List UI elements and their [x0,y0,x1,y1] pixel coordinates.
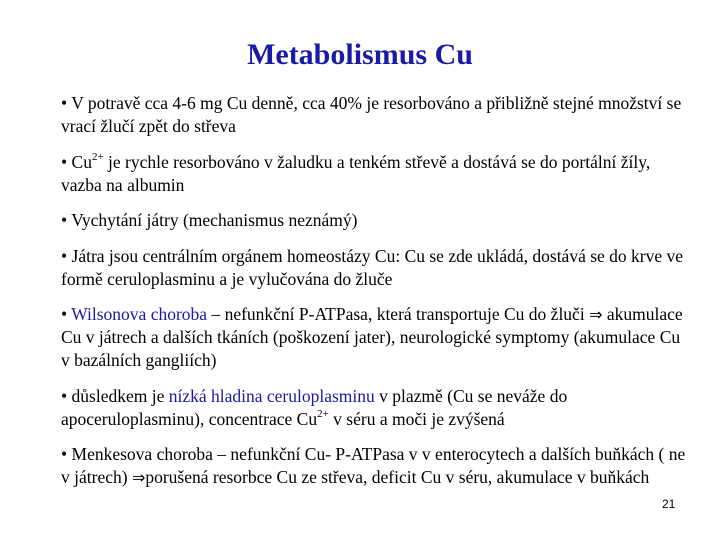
bullet-marker: • [61,93,68,113]
implies-arrow-icon: ⇒ [131,468,146,487]
bullet-menkes-disease [61,443,691,489]
bullet-marker: • [61,245,68,266]
implies-arrow-icon: ⇒ [589,305,603,324]
bullet-text: Játra jsou centrálním orgánem homeostázy Cu: Cu se zde ukládá, dostává se do krve ve formě ceruloplasminu a je vylučována do žluče [61,245,684,289]
highlight-wilson-disease: Wilsonova choroba [71,304,208,324]
page-number: 21 [662,497,676,511]
bullet-wilson-disease [61,303,691,372]
superscript-charge: 2+ [317,407,329,420]
bullet-text: v séru a moči je zvýšená [328,408,505,429]
bullet-text: důsledkem je [71,385,169,406]
bullet-text: – nefunkční P-ATPasa, která transportuje Cu do žluči [207,304,590,324]
bullet-liver-homeostasis [61,245,691,291]
bullet-text: porušená resorbce Cu ze střeva, deficit Cu v séru, akumulace v buňkách [145,467,650,487]
bullet-ceruloplasmin [61,385,691,431]
bullet-text: akumulace Cu v játrech a dalších tkáních (poškození jater), neurologické symptomy (akumulace Cu v bazálních gangliích) [61,304,683,370]
bullet-text: Vychytání játry (mechanismus neznámý) [71,210,358,230]
bullet-marker: • [61,304,68,324]
highlight-low-ceruloplasmin: nízká hladina ceruloplasminu [168,385,375,406]
bullet-marker: • [61,444,68,464]
bullet-list [61,92,691,502]
bullet-marker: • [61,210,68,230]
bullet-text: je rychle resorbováno v žaludku a tenkém střevě a dostává se do portální žíly, vazba na albumin [61,151,651,195]
bullet-marker: • [61,151,68,172]
bullet-text: Menkesova choroba – nefunkční Cu- P-ATPasa v v enterocytech a dalších buňkách ( ne v játrech) [61,444,686,487]
bullet-text: V potravě cca 4-6 mg Cu denně, cca 40% je resorbováno a přibližně stejné množství se vrací žlučí zpět do střeva [61,93,682,136]
bullet-liver-uptake [61,209,691,232]
superscript-charge: 2+ [91,150,104,163]
bullet-marker: • [61,385,68,406]
bullet-cu-resorption [61,151,691,197]
bullet-diet-intake [61,92,691,138]
slide-title: Metabolismus Cu [247,38,473,71]
bullet-text: v plazmě (Cu se neváže do apoceruloplasminu), concentrace Cu [61,385,568,429]
bullet-text: Cu [71,151,92,172]
